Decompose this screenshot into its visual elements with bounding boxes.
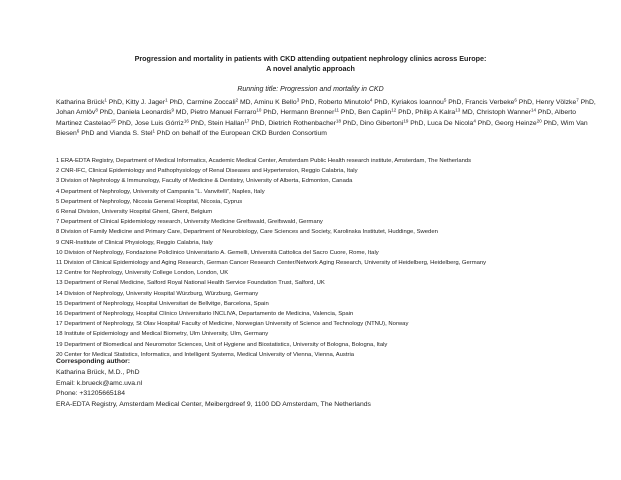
- author: [187, 99, 251, 106]
- author: [358, 109, 411, 116]
- author-degree: MD: [174, 109, 187, 117]
- author-degree: PhD: [188, 119, 204, 127]
- author-affiliation-number: 15: [110, 118, 116, 124]
- author-degree: PhD: [372, 99, 388, 106]
- author: [190, 109, 276, 116]
- corresponding-author-block: [56, 357, 596, 411]
- author-name: Aminu K Bello: [254, 99, 297, 106]
- affiliation-item: 5 Department of Nephrology, Nicosia General Hospital, Nicosia, Cyprus: [56, 198, 243, 205]
- affiliation-item: 16 Department of Nephrology, Hospital Clínico Universitario INCLIVA, Departamento de Medicina, Valencia, Spain: [56, 311, 354, 318]
- affiliation-item: 8 Division of Family Medicine and Primary Care, Department of Neurobiology, Care Sciences and Society, Karolinska Institutet, Huddinge, Sweden: [56, 229, 438, 236]
- title-line-1: Progression and mortality in patients with CKD attending outpatient nephrology clinics across Europe:: [134, 54, 487, 63]
- author: [208, 120, 265, 127]
- affiliation-item: 10 Division of Nephrology, Fondazione Policlinico Universitario A. Gemelli, Università Cattolica del Sacro Cuore, Rome, Italy: [56, 249, 379, 256]
- author-name: Hermann Brenner: [280, 109, 335, 117]
- title-line-2: A novel analytic approach: [266, 64, 355, 73]
- author-name: Jose Luis Górriz: [134, 119, 184, 127]
- author-affiliation-number: 2: [235, 97, 239, 103]
- author-name: Luca De Nicola: [427, 119, 474, 127]
- author-name: Alberto Martinez Castelao: [56, 109, 577, 127]
- affiliation-item: 7 Department of Clinical Epidemiology research, University Medicine Greifswald, Greifswald, Germany: [56, 219, 323, 226]
- author: [56, 109, 113, 116]
- author-name: Wim Van Biesen: [56, 119, 588, 138]
- author: [110, 130, 171, 137]
- author: [117, 109, 187, 116]
- affiliation-item: 19 Department of Biomedical and Neuromotor Sciences, Unit of Hygiene and Biostatistics, University of Bologna, Bologna, Italy: [56, 341, 388, 348]
- author-affiliation-number: 17: [244, 118, 250, 124]
- corresponding-address: ERA-EDTA Registry, Amsterdam Medical Center, Meibergdreef 9, 1100 DD Amsterdam, The Netherlands: [56, 401, 371, 409]
- author-degree: MD: [460, 109, 473, 117]
- author-affiliation-number: 12: [391, 107, 397, 113]
- author-affiliation-number: 1: [152, 128, 156, 134]
- author-name: Georg Heinze: [494, 119, 537, 127]
- author: [391, 99, 461, 106]
- author-name: Ben Caplin: [357, 109, 392, 117]
- author-degree: PhD: [408, 119, 424, 127]
- author-degree: PhD: [79, 130, 95, 138]
- author-affiliation-number: 8: [95, 107, 98, 113]
- author-name: Dino Gibertoni: [359, 119, 404, 127]
- author-degree: PhD: [516, 99, 533, 106]
- author: [268, 120, 356, 127]
- author-affiliation-number: 10: [256, 107, 262, 113]
- author: [415, 109, 473, 116]
- affiliation-item: 11 Division of Clinical Epidemiology and Aging Research, German Cancer Research Center/Network Aging Research, University of Heidelberg, Heidelberg, Germany: [56, 260, 487, 267]
- author-affiliation-number: 5: [443, 97, 447, 103]
- author-name: Johan Arnlöv: [56, 109, 96, 117]
- author-degree: PhD: [578, 99, 594, 106]
- paper-title: [40, 54, 581, 74]
- author: [318, 99, 387, 106]
- author-degree: PhD: [299, 99, 315, 106]
- author: [465, 99, 532, 106]
- author-name: Daniela Leonardis: [116, 109, 172, 117]
- author-degree: PhD: [475, 119, 491, 127]
- author-affiliation-number: 6: [514, 97, 517, 103]
- author-degree: PhD: [339, 109, 355, 117]
- affiliation-item: 14 Division of Nephrology, University Hospital Würzburg, Würzburg, Germany: [56, 290, 259, 297]
- author-affiliation-number: 4: [369, 97, 373, 103]
- author-degree: MD: [238, 99, 251, 106]
- author-affiliation-number: 13: [455, 107, 461, 113]
- author-degree: PhD: [396, 109, 412, 117]
- author-list-suffix: on behalf of the European CKD Burden Consortium: [170, 130, 327, 138]
- affiliation-item: 12 Centre for Nephrology, University College London, London, UK: [56, 270, 229, 277]
- affiliation-item: 15 Department of Nephrology, Hospital Universitari de Bellvitge, Barcelona, Spain: [56, 300, 269, 307]
- author-name: Dietrich Rothenbacher: [268, 119, 336, 127]
- affiliation-item: 20 Center for Medical Statistics, Informatics, and Intelligent Systems, Medical University of Vienna, Vienna, Austria: [56, 351, 355, 358]
- author-affiliation-number: 16: [183, 118, 189, 124]
- author-name: Kyriakos Ioannou: [391, 99, 444, 106]
- author-affiliation-number: 19: [403, 118, 409, 124]
- author: [476, 109, 551, 116]
- author-degree: PhD: [155, 130, 171, 138]
- author: [135, 120, 204, 127]
- author: [360, 120, 424, 127]
- author-list: Katharina Brück$^1$ PhD, Kitty J. Jager$^1$ PhD, Carmine Zoccali$^2$ MD, Aminu K Bello$^3$ PhD, Roberto Minutolo$^4$ PhD, Kyriakos Ioannou$^5$ PhD, Francis Verbeke$^6$ PhD, Henry Völzke$^7$ PhD, Johan Arnlöv$^8$ PhD, Daniela Leonardis$^9$ MD, Pietro Manuel Ferraro$^{10}$ PhD, Hermann Brenner$^{11}$ PhD, Ben Caplin$^{12}$ PhD, Philip A Kalra$^{13}$ MD, Christoph Wanner$^{14}$ PhD, Alberto Martinez Castelao$^{15}$ PhD, Jose Luis Górriz$^{16}$ PhD, Stein Hallan$^{17}$ PhD, Dietrich Rothenbacher$^{18}$ PhD, Dino Gibertoni$^{19}$ PhD, Luca De Nicola$^4$ PhD, Georg Heinze$^{20}$ PhD, Wim Van Biesen$^6$ PhD and Vianda S. Stel$^1$ PhD on behalf of the European CKD Burden Consortium: [56, 97, 596, 138]
- author-degree: PhD: [167, 99, 183, 106]
- author-affiliation-number: 14: [530, 107, 536, 113]
- corresponding-heading: Corresponding author:: [56, 358, 131, 365]
- author-name: Francis Verbeke: [465, 99, 515, 106]
- affiliation-item: 4 Department of Nephrology, University of Campania “L. Vanvitelli”, Naples, Italy: [56, 188, 265, 195]
- corresponding-email: Email: k.brueck@amc.uva.nl: [56, 379, 143, 387]
- author-affiliation-number: 9: [171, 107, 175, 113]
- author: [280, 109, 354, 116]
- author-degree: PhD: [115, 119, 131, 127]
- affiliation-item: 3 Division of Nephrology & Immunology, Faculty of Medicine & Dentistry, University of Alberta, Edmonton, Canada: [56, 178, 353, 185]
- corresponding-phone: Phone: +31205665184: [56, 390, 125, 398]
- author-name: Katharina Brück: [56, 99, 105, 106]
- author-affiliation-number: 4: [473, 118, 476, 124]
- author-affiliation-number: 3: [296, 97, 300, 103]
- author-degree: PhD: [261, 109, 277, 117]
- author-name: Philip A Kalra: [415, 109, 456, 117]
- author-degree: PhD: [536, 109, 552, 117]
- author-name: Vianda S. Stel: [109, 130, 153, 138]
- author-affiliation-number: 1: [165, 97, 168, 103]
- author: [126, 99, 183, 106]
- author-name: Stein Hallan: [207, 119, 245, 127]
- affiliation-item: 2 CNR-IFC, Clinical Epidemiology and Pathophysiology of Renal Diseases and Hypertension, Reggio Calabria, Italy: [56, 168, 358, 175]
- author-name: Pietro Manuel Ferraro: [190, 109, 257, 117]
- author-name: Carmine Zoccali: [186, 99, 236, 106]
- author-degree: PhD: [97, 109, 113, 117]
- affiliation-list: [56, 156, 596, 360]
- author: [536, 99, 594, 106]
- author-affiliation-number: 18: [335, 118, 341, 124]
- author-name: Henry Völzke: [535, 99, 577, 106]
- affiliation-item: 6 Renal Division, University Hospital Ghent, Ghent, Belgium: [56, 209, 213, 216]
- author-degree: PhD: [541, 119, 557, 127]
- affiliation-item: 1 ERA-EDTA Registry, Department of Medical Informatics, Academic Medical Center, Amsterdam Public Health research institute, Amsterdam, The Netherlands: [56, 158, 472, 164]
- author: [427, 120, 491, 127]
- author-affiliation-number: 11: [334, 107, 340, 113]
- author-name: Christoph Wanner: [476, 109, 531, 117]
- corresponding-name: Katharina Brück, M.D., PhD: [56, 368, 140, 376]
- author: [56, 99, 122, 106]
- author: [495, 120, 557, 127]
- author-name: Roberto Minutolo: [318, 99, 370, 106]
- author-affiliation-number: 20: [536, 118, 542, 124]
- author-affiliation-number: 6: [76, 128, 80, 134]
- author-degree: PhD: [446, 99, 462, 106]
- author-affiliation-number: 1: [104, 97, 107, 103]
- affiliation-item: 18 Institute of Epidemiology and Medical Biometry, Ulm University, Ulm, Germany: [56, 331, 269, 338]
- author-degree: PhD: [340, 119, 357, 127]
- affiliation-item: 13 Department of Renal Medicine, Salford Royal National Health Service Foundation Trust, Salford, UK: [56, 280, 325, 287]
- affiliation-item: 9 CNR-Institute of Clinical Physiology, Reggio Calabria, Italy: [56, 239, 213, 246]
- author-name: Kitty J. Jager: [125, 99, 166, 106]
- affiliation-item: 17 Department of Nephrology, St Olav Hospital/ Faculty of Medicine, Norwegian University of Science and Technology (NTNU), Norway: [56, 321, 409, 328]
- author-affiliation-number: 7: [576, 97, 579, 103]
- author-degree: PhD: [106, 99, 122, 106]
- running-title: Running title: Progression and mortality in CKD: [237, 86, 384, 93]
- author: [254, 99, 314, 106]
- author-degree: PhD: [249, 119, 265, 127]
